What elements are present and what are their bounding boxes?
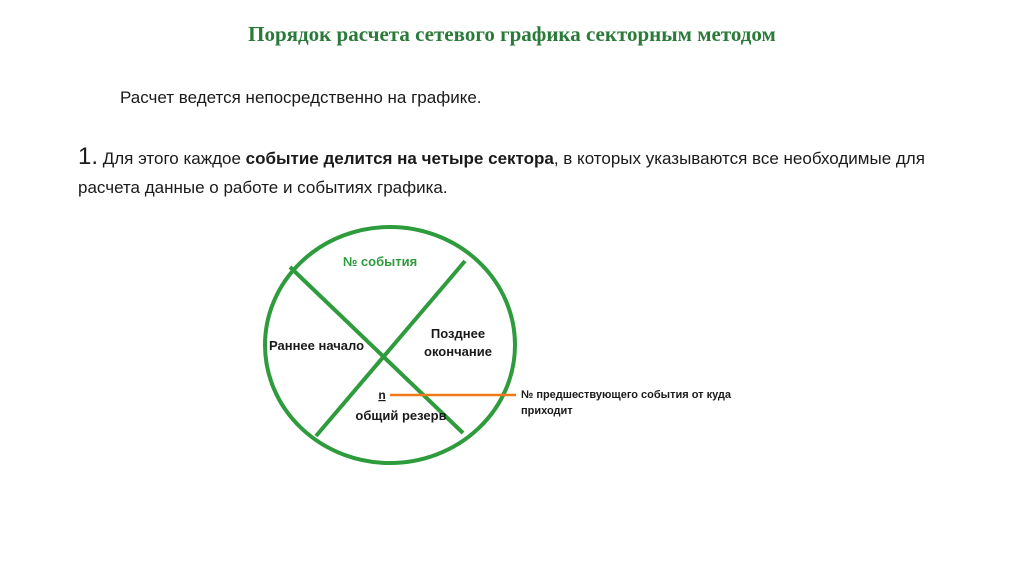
sector-right-label-line1: Позднее [430,326,486,341]
sector-left-label: Раннее начало [269,338,365,353]
sector-right-label-line2: окончание [424,344,492,359]
callout-label-line2: приходит [521,405,573,417]
slide-title: Порядок расчета сетевого графика секторным методом [248,22,776,46]
step-number: 1. [78,143,99,170]
intro-text: Расчет ведется непосредственно на графике. [120,88,482,107]
step-text-before: Для этого каждое [98,149,246,168]
callout-label-line1: № предшествующего события от куда [521,389,732,401]
sector-bottom-label: общий резерв [355,408,447,423]
sector-bottom-symbol: n [378,388,386,402]
step-text-after: , в которых указываются все необходимые для расчета данные о работе и событиях графика. [78,149,925,197]
step-text-bold: событие делится на четыре сектора [245,149,554,168]
sector-top-label: № события [342,254,418,269]
